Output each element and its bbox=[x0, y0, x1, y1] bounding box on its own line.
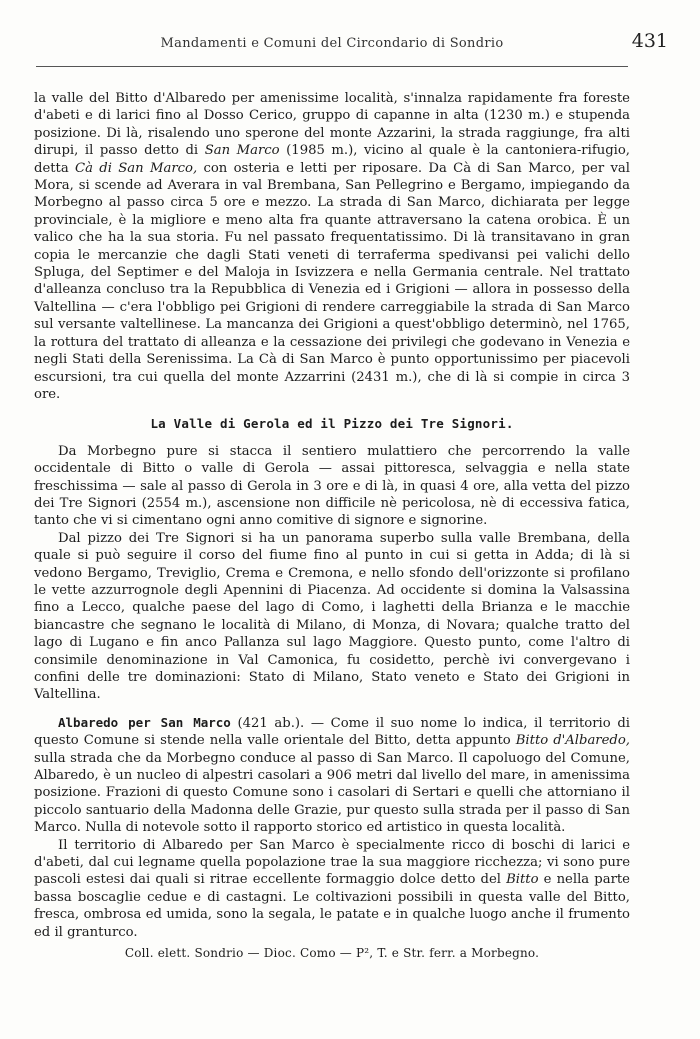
header-rule bbox=[36, 66, 628, 67]
text-run: e nella parte bassa boscaglie cedue e di castagni. Le coltivazioni possibili in questa valle del Bitto, fresca, ombrosa ed umida, sono la segala, le patate e in qualche luogo anche il frumento ed il granturco. bbox=[34, 872, 630, 940]
text-run: (1985 m.), vicino al quale è la cantoniera-rifugio, detta bbox=[34, 143, 630, 176]
italic-run: Bitto bbox=[506, 872, 539, 888]
text-run: sulla strada che da Morbegno conduce al passo di San Marco. Il capoluogo del Comune, Albaredo, è un nucleo di alpestri casolari a 906 metri dal livello del mare, in amenissima posizione. Frazioni di questo Comune sono i casolari di Sertari e quelli che attorniano il piccolo santuario della Madonna delle Grazie, pur questo sulla strada per il passo di San Marco. Nulla di notevole sotto il rapporto storico ed artistico in questa località. bbox=[34, 750, 630, 836]
running-title: Mandamenti e Comuni del Circondario di Sondrio bbox=[160, 36, 504, 51]
page-number: 431 bbox=[631, 30, 668, 52]
text-run: la valle del Bitto d'Albaredo per amenissime località, s'innalza rapidamente fra foreste d'abeti e di larici fino al Dosso Cerico, gruppo di capanne in alta (1230 m.) e stupenda posizione. Di là, risalendo uno sperone del monte Azzarini, la strada raggiunge, fra alti dirupi, il passo detto di bbox=[34, 91, 630, 159]
italic-run: Cà di San Marco, bbox=[75, 160, 198, 176]
paragraph-panorama: Dal pizzo dei Tre Signori si ha un panorama superbo sulla valle Brembana, della quale si può seguire il corso del fiume fino al punto in cui si getta in Adda; di là si vedono Bergamo, Treviglio, Crema e Cremona, e nello sfondo dell'orizzonte si profilano le vette azzurrognole degli Apennini di Piacenza. Ad occidente si domina la Valsassina fino a Lecco, qualche paese del lago di Como, i laghetti della Brianza e le macchie biancastre che segnano le località di Milano, di Monza, di Novara; qualche tratto del lago di Lugano e fin anco Pallanza sul lago Maggiore. Questo punto, come l'altro di consimile denominazione in Val Camonica, fu cosidetto, perchè ivi convergevano i confini delle tre dominazioni: Stato di Milano, Stato veneto e Stato dei Grigioni in Valtellina. bbox=[34, 530, 630, 703]
text-run: con osteria e letti per riposare. Da Cà di San Marco, per val Mora, si scende ad Averara in val Brembana, San Pellegrino e Bergamo, impiegando da Morbegno al passo circa 5 ore e mezzo. La strada di San Marco, dichiarata per legge provinciale, è la migliore e meno alta fra quante attraversano la catena orobica. È un valico che ha la sua storia. Fu nel passato frequentatissimo. Di là transitavano in gran copia le mercanzie che dagli Stati veneti di terraferma spedivansi pei valichi dello Spluga, del Septimer e del Maloja in Isvizzera e nella Germania centrale. Nel trattato d'alleanza concluso tra la Repubblica di Venezia ed i Grigioni — allora in possesso della Valtellina — c'era l'obbligo pei Grigioni di rendere carreggiabile la strada di San Marco sul versante valtellinese. La mancanza dei Grigioni a quest'obbligo determinò, nel 1765, la rottura del trattato di alleanza e la cessazione dei privilegi che godevano in Venezia e negli Stati della Serenissima. La Cà di San Marco è punto opportunissimo per piacevoli escursioni, tra cui quella del monte Azzarrini (2431 m.), che di là si compie in circa 3 ore. bbox=[34, 160, 630, 402]
running-head bbox=[36, 30, 668, 64]
italic-run: Bitto d'Albaredo, bbox=[515, 733, 630, 749]
text-run: Il territorio di Albaredo per San Marco è specialmente ricco di boschi di larici e d'abeti, dal cui legname quella popolazione trae la sua maggiore ricchezza; vi sono pure pascoli estesi dai quali si ritrae eccellente formaggio dolce detto del bbox=[34, 837, 630, 888]
paragraph-territory bbox=[34, 837, 630, 941]
paragraph-albaredo bbox=[34, 714, 630, 837]
italic-run: San Marco bbox=[204, 143, 280, 159]
spacer bbox=[34, 704, 630, 714]
page-body bbox=[34, 90, 630, 963]
paragraph-san-marco-pass bbox=[34, 90, 630, 403]
paragraph-gerola: Da Morbegno pure si stacca il sentiero mulattiero che percorrendo la valle occidentale di Bitto o valle di Gerola — assai pittoresca, selvaggia e nella state freschissima — sale al passo di Gerola in 3 ore e di là, in quasi 4 ore, alla vetta del pizzo dei Tre Signori (2554 m.), ascensione non difficile nè pericolosa, nè di eccessiva fatica, tanto che vi si cimentano ogni anno comitive di signore e signorine. bbox=[34, 443, 630, 529]
text-run: (421 ab.). — Come il suo nome lo indica, il territorio di questo Comune si stende nella valle orientale del Bitto, detta appunto bbox=[34, 715, 630, 749]
footer-note: Coll. elett. Sondrio — Dioc. Como — P², T. e Str. ferr. a Morbegno. bbox=[124, 946, 540, 961]
section-title: La Valle di Gerola ed il Pizzo dei Tre Signori. bbox=[150, 416, 514, 432]
commune-name: Albaredo per San Marco bbox=[58, 714, 231, 730]
